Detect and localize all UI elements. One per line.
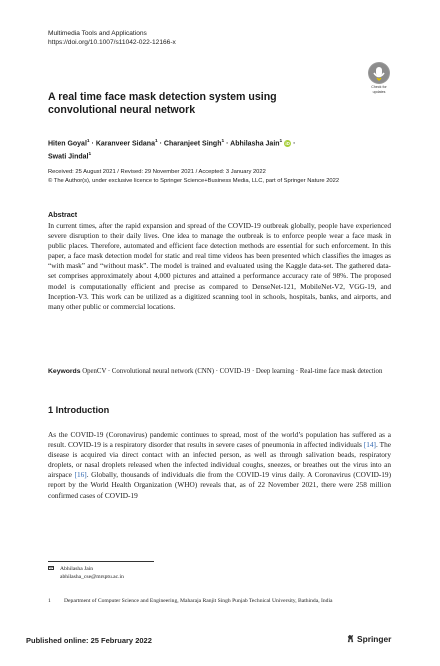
- corresponding-email[interactable]: abhilasha_cse@mrsptu.ac.in: [60, 574, 124, 580]
- keywords-block: [48, 367, 391, 377]
- envelope-icon: [48, 566, 54, 570]
- author-separator: ·: [91, 140, 94, 148]
- author-name[interactable]: Charanjeet Singh: [163, 140, 222, 148]
- author-affil-mark: 1: [86, 139, 90, 144]
- publisher-name: Springer: [357, 634, 392, 644]
- intro-text-part: . Globally, thousands of individuals die from the COVID-19 virus daily. A Coronavirus (COVID-19) report by the World Health Organization (WHO) reveals that, as of 22 November 2021, there were 258 million confirmed cases of COVID-19: [48, 470, 391, 500]
- keywords-text: OpenCV · Convolutional neural network (CNN) · COVID-19 · Deep learning · Real-time face mask detection: [82, 368, 383, 375]
- citation-link[interactable]: [14]: [363, 440, 376, 450]
- author-name[interactable]: Hiten Goyal: [48, 140, 87, 148]
- author-separator: ·: [293, 140, 296, 148]
- abstract-heading: Abstract: [48, 210, 78, 219]
- affiliation-note: [48, 597, 388, 605]
- introduction-text: [48, 430, 391, 501]
- copyright-line: © The Author(s), under exclusive licence to Springer Science+Business Media, LLC, part of Springer Nature 2022: [48, 177, 340, 184]
- published-online: Published online: 25 February 2022: [26, 636, 152, 645]
- author-list: [48, 136, 378, 163]
- affiliation-number: 1: [48, 598, 51, 604]
- footnote-divider: [48, 561, 154, 562]
- author-name[interactable]: Karanveer Sidana: [95, 140, 155, 148]
- author-affil-mark: 1: [221, 139, 225, 144]
- citation-link[interactable]: [16]: [74, 470, 87, 480]
- author-line-1: [48, 136, 378, 149]
- check-updates-icon: [368, 62, 390, 84]
- author-affil-mark: 1: [279, 139, 283, 144]
- publisher-logo: [346, 634, 391, 645]
- author-separator: ·: [226, 140, 229, 148]
- author-separator: ·: [159, 140, 162, 148]
- journal-name: Multimedia Tools and Applications: [48, 30, 147, 37]
- journal-header: [48, 29, 176, 47]
- intro-text-part: . The disease is acquired via direct contact with an infected person, as well as through salivation beads, respiratory droplets, or nasal droplets released when the infected individual coughs, sneezes, or breathes out the virus into an airspace: [48, 440, 391, 480]
- intro-text-part: As the COVID-19 (Coronavirus) pandemic continues to spread, most of the world’s population has suffered as a result. COVID-19 is a respiratory disorder that results in severe cases of pneumonia in affected individuals: [48, 430, 391, 450]
- author-line-2: [48, 149, 378, 162]
- check-for-updates-badge[interactable]: [366, 62, 392, 94]
- badge-line1: Check for: [371, 85, 387, 89]
- abstract-text: In current times, after the rapid expansion and spread of the COVID-19 outbreak globally, people have experienced severe disruption to their daily lives. One idea to manage the outbreak is to enforce people wear a face mask in public places. Therefore, automated and efficient face detection methods are essential for such enforcement. In this paper, a face mask detection model for static and real time videos has been presented which classifies the images as “with mask” and “without mask”. The model is trained and evaluated using the Kaggle data-set. The gathered data-set comprises approximately about 4,000 pictures and attained a performance accuracy rate of 98%. The proposed model is computationally efficient and precise as compared to DenseNet-121, MobileNet-V2, VGG-19, and Inception-V3. This work can be utilized as a digitized scanning tool in schools, hospitals, banks, and airports, and many other public or commercial locations.: [48, 221, 391, 311]
- doi-link[interactable]: https://doi.org/10.1007/s11042-022-12166-x: [48, 39, 176, 46]
- correspondence-note: [48, 565, 348, 581]
- publication-dates: [48, 168, 408, 185]
- orcid-icon[interactable]: iD: [285, 141, 290, 147]
- author-affil-mark: 1: [154, 139, 158, 144]
- author-name[interactable]: Swati Jindal: [48, 153, 89, 161]
- corresponding-author: Abhilasha Jain: [60, 566, 94, 572]
- keywords-label: Keywords: [48, 368, 81, 375]
- article-history: Received: 25 August 2021 / Revised: 29 November 2021 / Accepted: 3 January 2022: [48, 169, 266, 175]
- introduction-heading: 1 Introduction: [48, 405, 110, 415]
- affiliation-text: Department of Computer Science and Engineering, Maharaja Ranjit Singh Punjab Technical University, Bathinda, India: [64, 598, 333, 604]
- springer-horse-icon: [346, 634, 355, 645]
- author-name[interactable]: Abhilasha Jain: [230, 140, 280, 148]
- author-affil-mark: 1: [88, 152, 92, 158]
- paper-title: A real time face mask detection system using convolutional neural network: [48, 91, 277, 116]
- badge-line2: updates: [372, 90, 386, 94]
